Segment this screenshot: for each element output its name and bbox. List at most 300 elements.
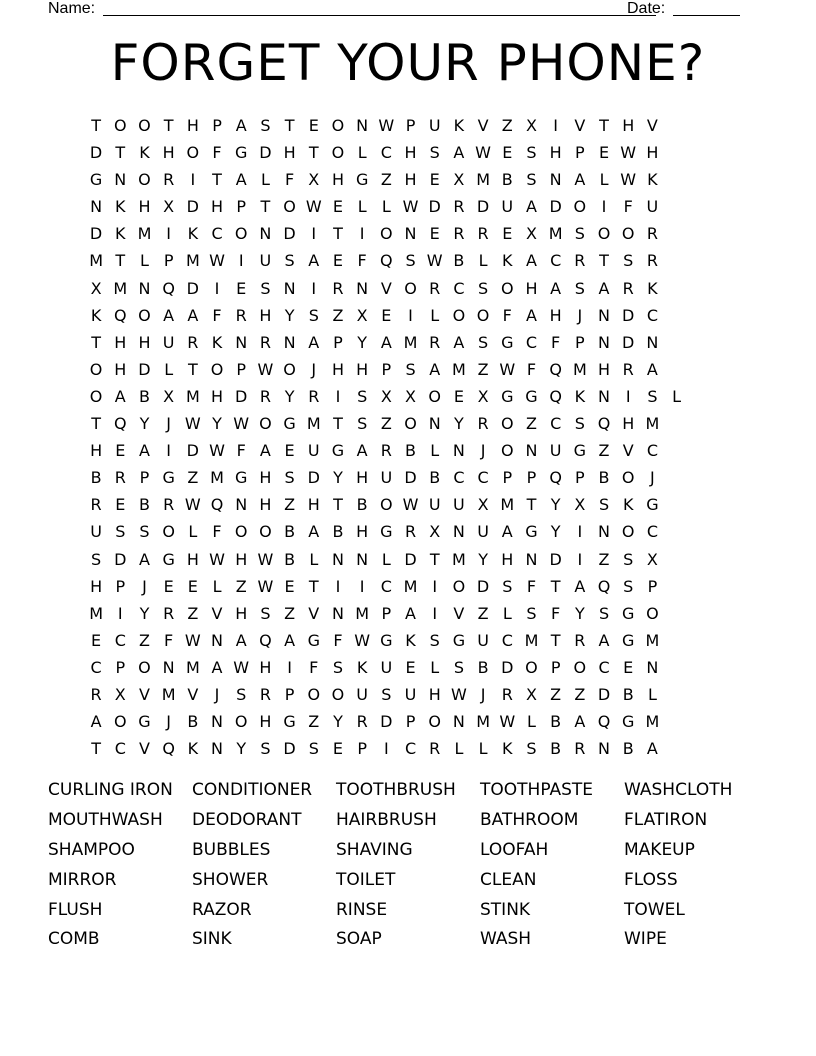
grid-letter: X <box>380 386 392 406</box>
date-label: Date: <box>627 0 666 17</box>
grid-letter: N <box>598 522 611 542</box>
grid-letter: D <box>549 197 562 217</box>
grid-letter: J <box>166 414 172 434</box>
word-bank-item: BUBBLES <box>192 839 271 860</box>
grid-row <box>84 220 736 247</box>
grid-letter: E <box>115 495 126 515</box>
grid-letter: X <box>477 386 489 406</box>
word-bank-item: BATHROOM <box>480 809 579 830</box>
grid-letter: A <box>138 441 150 461</box>
grid-letter: P <box>284 684 295 704</box>
grid-letter: U <box>356 684 369 704</box>
grid-letter: X <box>525 224 537 244</box>
grid-letter: E <box>284 576 295 596</box>
grid-letter: Z <box>380 414 392 434</box>
grid-letter: D <box>622 305 635 325</box>
grid-letter: D <box>283 224 296 244</box>
grid-letter: S <box>574 414 585 434</box>
grid-letter: I <box>359 576 365 596</box>
grid-letter: C <box>646 522 658 542</box>
grid-letter: L <box>454 739 464 759</box>
grid-letter: L <box>599 170 609 190</box>
grid-letter: N <box>283 332 296 352</box>
grid-letter: C <box>646 305 658 325</box>
grid-letter: O <box>500 414 514 434</box>
grid-letter: O <box>500 441 514 461</box>
grid-letter: A <box>574 712 586 732</box>
grid-letter: X <box>163 197 175 217</box>
grid-letter: Y <box>454 414 464 434</box>
grid-letter: L <box>188 522 198 542</box>
grid-letter: N <box>525 549 538 569</box>
grid-letter: I <box>625 386 631 406</box>
grid-letter: G <box>501 332 514 352</box>
grid-letter: H <box>622 116 635 135</box>
word-bank-row <box>48 836 768 866</box>
grid-letter: F <box>623 197 633 217</box>
grid-letter: U <box>259 251 272 271</box>
grid-letter: I <box>432 603 438 623</box>
grid-letter: T <box>599 116 609 135</box>
grid-letter: D <box>283 739 296 759</box>
grid-letter: R <box>259 386 271 406</box>
grid-letter: W <box>257 576 274 596</box>
grid-letter: X <box>646 549 658 569</box>
grid-letter: G <box>235 143 248 163</box>
grid-letter: K <box>574 386 586 406</box>
grid-letter: R <box>356 712 368 732</box>
grid-letter: Z <box>308 712 320 732</box>
grid-letter: U <box>428 116 441 135</box>
grid-letter: M <box>137 224 152 244</box>
grid-letter: A <box>453 143 465 163</box>
grid-letter: N <box>598 739 611 759</box>
grid-letter: B <box>90 468 102 488</box>
grid-letter: Q <box>549 386 562 406</box>
grid-letter: Q <box>597 576 611 596</box>
grid-letter: X <box>477 495 489 515</box>
grid-letter: Z <box>380 170 392 190</box>
grid-letter: I <box>166 441 172 461</box>
grid-letter: Z <box>187 468 199 488</box>
letter-grid <box>84 112 736 762</box>
grid-letter: P <box>357 739 367 759</box>
grid-letter: U <box>428 495 441 515</box>
grid-letter: P <box>236 359 247 379</box>
grid-letter: D <box>622 332 635 352</box>
grid-letter: B <box>138 495 150 515</box>
grid-letter: D <box>428 197 441 217</box>
grid-letter: H <box>259 712 272 732</box>
grid-letter: G <box>622 630 635 650</box>
grid-letter: E <box>332 197 344 217</box>
word-bank-item: HAIRBRUSH <box>336 809 437 830</box>
grid-letter: T <box>260 197 271 217</box>
grid-letter: Z <box>501 116 513 135</box>
grid-letter: G <box>355 170 369 190</box>
grid-letter: A <box>380 332 392 352</box>
grid-letter: A <box>308 522 320 542</box>
grid-letter: F <box>164 630 174 650</box>
grid-letter: L <box>527 712 536 732</box>
grid-letter: O <box>380 495 393 515</box>
grid-letter: W <box>378 116 395 135</box>
grid-letter: H <box>186 549 199 569</box>
word-bank-item: MOUTHWASH <box>48 809 163 830</box>
word-bank-item: SHAMPOO <box>48 839 135 860</box>
grid-letter: V <box>453 603 465 623</box>
grid-letter: R <box>187 332 199 352</box>
grid-letter: C <box>380 576 392 596</box>
word-bank-item: SHAVING <box>336 839 413 860</box>
grid-letter: D <box>138 359 151 379</box>
grid-letter: I <box>335 386 341 406</box>
grid-letter: O <box>500 278 514 298</box>
grid-letter: D <box>404 549 417 569</box>
grid-letter: Q <box>162 739 175 759</box>
grid-letter: O <box>428 386 442 406</box>
grid-letter: N <box>162 657 175 677</box>
grid-letter: O <box>234 224 248 244</box>
grid-letter: G <box>525 522 538 542</box>
grid-letter: M <box>113 278 128 298</box>
grid-letter: N <box>331 603 344 623</box>
grid-letter: B <box>429 468 441 488</box>
grid-letter: H <box>259 657 272 677</box>
grid-letter: N <box>452 441 465 461</box>
grid-letter: S <box>478 332 489 352</box>
grid-letter: G <box>501 386 514 406</box>
grid-letter: H <box>428 684 441 704</box>
grid-letter: S <box>526 739 537 759</box>
grid-letter: H <box>162 143 175 163</box>
grid-letter: H <box>356 522 369 542</box>
grid-letter: K <box>115 224 126 244</box>
grid-letter: X <box>525 116 537 135</box>
grid-letter: S <box>91 549 102 569</box>
grid-letter: I <box>238 251 244 271</box>
grid-letter: E <box>115 441 126 461</box>
grid-letter: B <box>187 712 199 732</box>
grid-letter: O <box>452 305 466 325</box>
grid-letter: K <box>502 251 513 271</box>
grid-letter: D <box>307 468 320 488</box>
grid-letter: R <box>90 684 102 704</box>
grid-letter: X <box>163 386 175 406</box>
grid-letter: W <box>209 549 225 569</box>
grid-letter: H <box>307 495 320 515</box>
grid-letter: A <box>598 278 610 298</box>
grid-letter: S <box>260 739 271 759</box>
grid-letter: Z <box>477 359 489 379</box>
grid-letter: A <box>501 522 513 542</box>
word-bank-item: TOOTHBRUSH <box>336 780 456 800</box>
grid-row <box>84 627 736 654</box>
grid-letter: A <box>163 305 175 325</box>
grid-letter: G <box>525 386 538 406</box>
grid-letter: R <box>477 224 489 244</box>
grid-letter: H <box>235 549 248 569</box>
grid-letter: I <box>408 305 413 325</box>
grid-letter: R <box>453 197 465 217</box>
word-bank-row <box>48 925 768 955</box>
grid-letter: O <box>380 224 393 244</box>
grid-row <box>84 437 736 464</box>
grid-letter: N <box>646 657 659 677</box>
grid-letter: J <box>166 712 172 732</box>
grid-letter: F <box>333 630 343 650</box>
grid-letter: L <box>381 549 391 569</box>
grid-letter: A <box>453 332 465 352</box>
grid-letter: W <box>450 684 467 704</box>
grid-letter: A <box>525 305 537 325</box>
grid-letter: O <box>234 712 248 732</box>
grid-row <box>84 464 736 491</box>
grid-row <box>84 518 736 545</box>
grid-letter: O <box>525 657 538 677</box>
grid-letter: K <box>187 739 199 759</box>
grid-row <box>84 302 736 329</box>
grid-letter: I <box>601 197 607 217</box>
grid-letter: K <box>647 278 658 298</box>
grid-letter: W <box>475 143 491 163</box>
grid-letter: U <box>380 468 393 488</box>
word-bank-item: COMB <box>48 929 100 950</box>
grid-letter: E <box>308 116 319 135</box>
grid-letter: M <box>476 170 490 190</box>
word-bank-item: TOWEL <box>624 899 685 920</box>
date-field[interactable] <box>673 15 740 16</box>
grid-letter: A <box>259 441 271 461</box>
grid-letter: E <box>429 170 440 190</box>
grid-letter: O <box>138 170 151 190</box>
grid-letter: Q <box>597 712 611 732</box>
grid-letter: R <box>308 386 320 406</box>
grid-letter: V <box>477 116 489 135</box>
grid-letter: T <box>163 116 174 135</box>
grid-letter: L <box>672 386 682 406</box>
grid-letter: X <box>356 305 368 325</box>
grid-letter: N <box>452 712 465 732</box>
grid-letter: N <box>283 278 296 298</box>
grid-letter: R <box>380 441 392 461</box>
grid-letter: F <box>212 522 222 542</box>
grid-letter: R <box>429 739 441 759</box>
grid-letter: Y <box>284 386 295 406</box>
grid-letter: S <box>574 278 585 298</box>
grid-letter: W <box>209 251 225 271</box>
grid-letter: H <box>622 414 635 434</box>
grid-letter: F <box>236 441 246 461</box>
grid-letter: D <box>476 576 490 596</box>
grid-letter: F <box>357 251 367 271</box>
grid-letter: E <box>236 278 247 298</box>
grid-letter: T <box>308 143 319 163</box>
grid-letter: S <box>284 468 295 488</box>
grid-letter: S <box>139 522 150 542</box>
grid-letter: O <box>621 522 635 542</box>
grid-letter: I <box>553 116 559 135</box>
grid-letter: H <box>259 495 272 515</box>
grid-letter: H <box>211 386 224 406</box>
grid-row <box>84 275 736 302</box>
grid-letter: P <box>163 251 174 271</box>
grid-letter: L <box>212 576 222 596</box>
grid-letter: P <box>405 116 416 135</box>
grid-letter: D <box>549 549 562 569</box>
grid-letter: W <box>257 549 274 569</box>
grid-letter: S <box>332 657 344 677</box>
grid-letter: U <box>646 197 659 217</box>
grid-letter: E <box>429 224 440 244</box>
grid-letter: Q <box>162 278 175 298</box>
grid-letter: H <box>404 170 417 190</box>
grid-letter: D <box>501 657 514 677</box>
name-field[interactable] <box>103 15 656 16</box>
grid-letter: Z <box>574 684 586 704</box>
grid-letter: H <box>598 359 611 379</box>
grid-letter: I <box>577 549 583 569</box>
grid-letter: R <box>622 359 634 379</box>
grid-letter: V <box>138 684 150 704</box>
grid-letter: O <box>234 522 248 542</box>
grid-letter: N <box>598 305 611 325</box>
grid-letter: H <box>404 143 417 163</box>
grid-letter: O <box>259 522 272 542</box>
grid-letter: N <box>138 278 151 298</box>
grid-letter: D <box>114 549 127 569</box>
grid-letter: O <box>404 278 417 298</box>
grid-letter: U <box>477 522 489 542</box>
grid-letter: B <box>501 170 513 190</box>
grid-letter: Q <box>549 468 562 488</box>
grid-letter: G <box>162 468 175 488</box>
grid-letter: O <box>138 116 151 135</box>
grid-letter: Q <box>113 305 127 325</box>
grid-letter: D <box>186 278 199 298</box>
grid-letter: U <box>307 441 320 461</box>
grid-letter: N <box>211 739 224 759</box>
grid-letter: S <box>598 603 610 623</box>
grid-letter: J <box>650 468 655 488</box>
grid-letter: A <box>284 630 296 650</box>
grid-letter: S <box>574 224 585 244</box>
grid-letter: N <box>452 522 465 542</box>
grid-letter: O <box>283 197 296 217</box>
grid-letter: E <box>598 143 610 163</box>
grid-letter: R <box>453 224 465 244</box>
grid-letter: F <box>551 603 561 623</box>
grid-letter: T <box>333 414 343 434</box>
grid-letter: S <box>526 170 537 190</box>
grid-letter: Z <box>284 603 296 623</box>
grid-letter: W <box>233 657 250 677</box>
grid-row <box>84 600 736 627</box>
grid-letter: O <box>404 414 417 434</box>
grid-letter: S <box>260 278 271 298</box>
grid-row <box>84 735 736 762</box>
grid-letter: M <box>645 712 660 732</box>
grid-letter: L <box>478 739 488 759</box>
word-bank-row <box>48 866 768 896</box>
grid-letter: Y <box>139 414 150 434</box>
grid-letter: C <box>380 143 392 163</box>
grid-letter: T <box>91 414 101 434</box>
grid-letter: R <box>235 305 247 325</box>
grid-letter: W <box>305 197 322 217</box>
grid-letter: N <box>428 414 441 434</box>
grid-letter: B <box>622 739 634 759</box>
grid-letter: E <box>332 739 344 759</box>
grid-letter: B <box>284 522 296 542</box>
grid-letter: J <box>142 576 147 596</box>
grid-letter: K <box>139 143 150 163</box>
grid-row <box>84 546 736 573</box>
grid-letter: I <box>117 603 123 623</box>
grid-letter: A <box>550 278 562 298</box>
grid-letter: Y <box>478 549 488 569</box>
grid-letter: L <box>357 197 367 217</box>
grid-letter: F <box>526 359 537 379</box>
grid-letter: P <box>647 576 658 596</box>
grid-letter: X <box>308 170 320 190</box>
grid-letter: W <box>184 414 201 434</box>
grid-letter: P <box>212 116 222 135</box>
grid-letter: D <box>235 386 248 406</box>
grid-letter: Y <box>333 468 343 488</box>
grid-letter: J <box>480 441 486 461</box>
grid-letter: E <box>381 305 392 325</box>
grid-letter: G <box>622 603 635 623</box>
grid-letter: O <box>428 712 442 732</box>
word-bank-item: WIPE <box>624 929 667 950</box>
grid-letter: M <box>524 630 539 650</box>
grid-row <box>84 410 736 437</box>
grid-letter: T <box>115 251 126 271</box>
grid-letter: O <box>331 116 345 135</box>
grid-letter: M <box>306 414 321 434</box>
grid-letter: Y <box>357 332 368 352</box>
grid-letter: Q <box>113 414 127 434</box>
grid-letter: S <box>260 116 271 135</box>
grid-letter: Z <box>187 603 199 623</box>
grid-letter: C <box>501 630 513 650</box>
grid-letter: R <box>574 739 586 759</box>
grid-letter: W <box>354 630 371 650</box>
grid-letter: C <box>453 468 465 488</box>
grid-letter: A <box>308 332 320 352</box>
grid-letter: T <box>333 224 343 244</box>
grid-letter: I <box>383 739 389 759</box>
word-bank-item: FLUSH <box>48 899 103 920</box>
grid-letter: V <box>622 441 634 461</box>
grid-letter: P <box>502 468 513 488</box>
grid-letter: W <box>257 359 274 379</box>
grid-letter: R <box>163 495 175 515</box>
grid-letter: H <box>356 359 369 379</box>
grid-letter: G <box>573 441 587 461</box>
grid-letter: S <box>405 359 416 379</box>
grid-letter: X <box>429 522 441 542</box>
grid-letter: B <box>356 495 368 515</box>
grid-letter: O <box>89 386 103 406</box>
grid-letter: G <box>283 414 296 434</box>
grid-letter: Z <box>138 630 150 650</box>
grid-letter: E <box>332 251 344 271</box>
grid-letter: P <box>115 576 126 596</box>
word-bank-item: LOOFAH <box>480 839 549 860</box>
grid-letter: K <box>622 495 634 515</box>
